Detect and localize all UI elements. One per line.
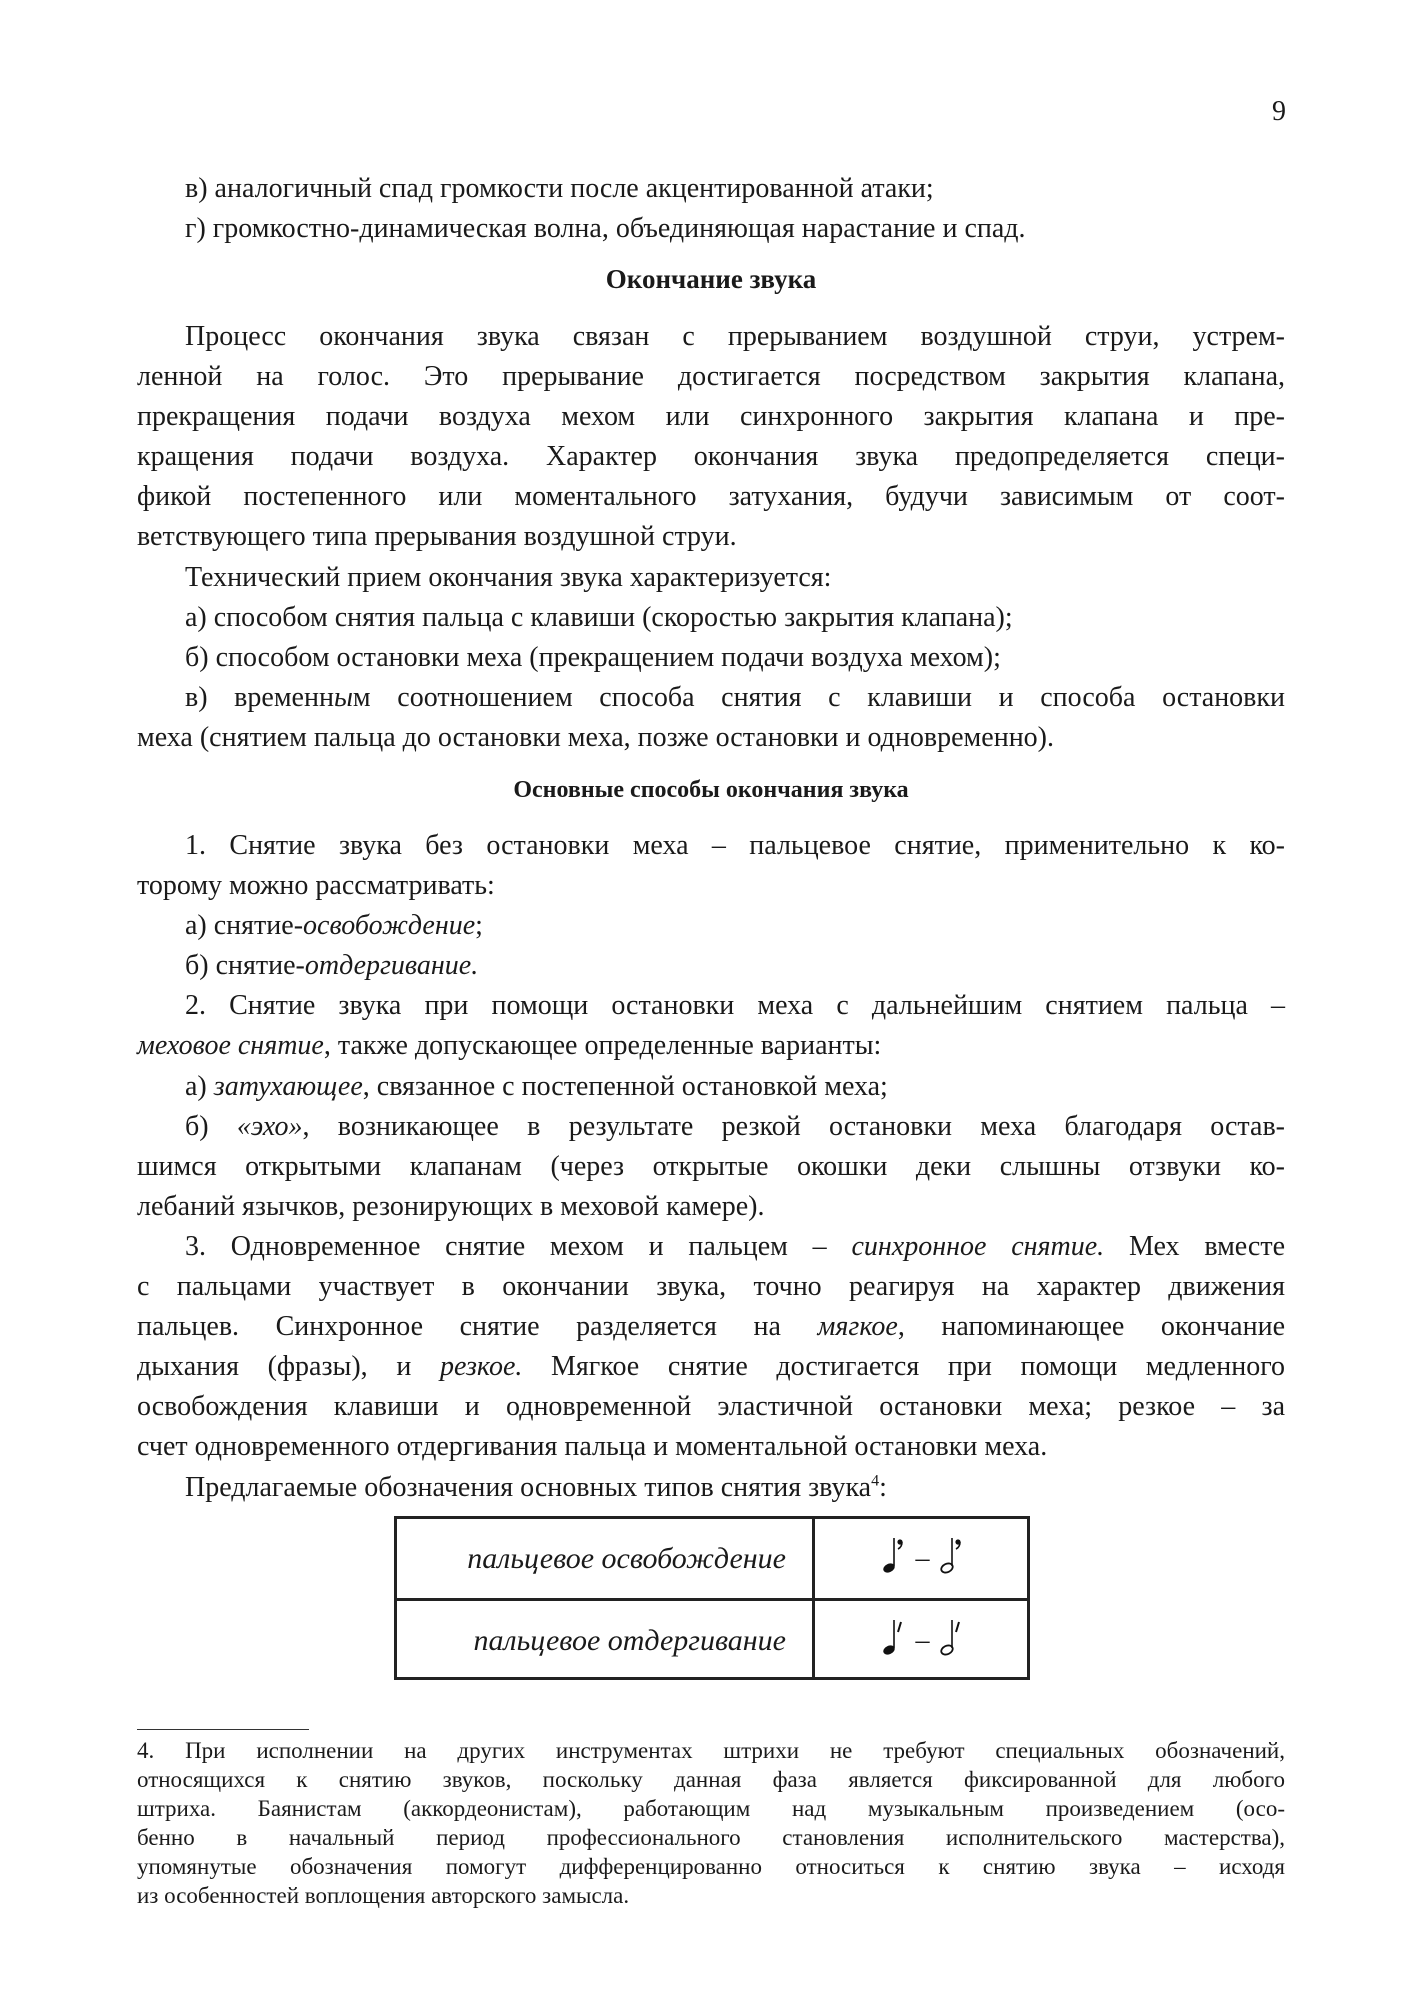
text-run: 4. При исполнении на других инструментах штрихи не требуют специальных обозначений, [137,1738,1285,1763]
text-line [137,1187,1285,1227]
text-run: ; [475,910,483,942]
text-run: ленной на голос. Это прерывание достигается посредством закрытия клапана, [137,361,1285,393]
text-run: прекращения подачи воздуха мехом или синхронного закрытия клапана и пре- [137,401,1285,433]
italic-term: отдергивание. [304,950,479,982]
text-run: 2. Снятие звука при помощи остановки меха с дальнейшим снятием пальца – [185,990,1285,1022]
section-heading: Окончание звука [605,264,817,294]
dash: – [915,1542,930,1574]
italic-term: «эхо» [236,1110,303,1142]
text-line [137,169,1285,209]
text-line [137,558,1285,598]
page-number: 9 [1272,96,1286,127]
text-line [137,1067,1285,1107]
paragraph-sound-ending [137,317,1285,758]
quarter-note-tick-icon [882,1616,906,1666]
text-run: меха (снятием пальца до остановки меха, позже остановки и одновременно). [137,721,1054,753]
italic-term: резкое. [439,1351,523,1383]
footnote-divider [137,1729,309,1730]
italic-term: освобождение [303,910,476,942]
paragraph-ending-methods [137,826,1285,1508]
text-run: б) снятие- [185,950,305,982]
text-line [137,1107,1285,1147]
text-line [137,1387,1285,1427]
text-line [137,718,1285,758]
footnote [137,1736,1285,1910]
text-run: освобождения клавиши и одновременной эластичной остановки меха; резкое – за [137,1391,1285,1423]
text-run: пальцев. Синхронное снятие разделяется на [137,1311,818,1343]
text-run: в) временн [185,681,334,713]
text-run: в) аналогичный спад громкости после акцентированной атаки; [185,173,934,204]
text-run: Процесс окончания звука связан с прерыванием воздушной струи, устрем- [185,321,1285,352]
text-line [137,477,1285,517]
text-line [137,1026,1285,1066]
text-run: г) громкостно-динамическая волна, объединяющая нарастание и спад. [185,213,1026,245]
text-run: торому можно рассматривать: [137,870,495,902]
text-run: м соотношением способа снятия с клавиши и способа остановки [352,681,1285,713]
text-line [137,1347,1285,1387]
half-note-comma-icon [940,1534,964,1584]
text-line [137,986,1285,1026]
text-line [137,1468,1285,1508]
italic-term: меховое снятие [137,1030,324,1062]
italic-term: ы [333,681,353,713]
italic-term: синхронное снятие. [851,1230,1105,1262]
text-run: ветствующего типа прерывания воздушной струи. [137,521,737,553]
text-run: кращения подачи воздуха. Характер окончания звука предопределяется специ- [137,441,1285,473]
footnote-ref: 4 [871,1472,880,1490]
text-run: , также допускающее определенные варианты: [323,1030,882,1062]
text-run: бенно в начальный период профессионального становления исполнительского мастерства), [137,1825,1285,1850]
text-run: , возникающее в результате резкой остановки меха благодаря остав- [302,1110,1285,1142]
text-run: штриха. Баянистам (аккордеонистам), работающим над музыкальным произведением (осо- [137,1796,1285,1821]
text-run: а) [185,1070,214,1102]
text-run: 3. Одновременное снятие мехом и пальцем – [185,1230,852,1262]
text-line [137,1823,1285,1852]
text-run: а) снятие- [185,910,304,942]
text-run: Мех вместе [1104,1230,1286,1262]
text-run: лебаний язычков, резонирующих в меховой камере). [137,1190,765,1222]
text-run: б) [185,1110,237,1142]
table-cell-label: пальцевое освобождение [397,1519,815,1598]
text-run: , связанное с постепенной остановкой меха; [362,1070,888,1102]
text-run: относящихся к снятию звуков, поскольку данная фаза является фиксированной для любого [137,1767,1285,1792]
text-line [137,826,1285,866]
text-line [137,397,1285,437]
text-line [137,1267,1285,1307]
table-row [397,1598,1027,1680]
text-line [137,1852,1285,1881]
dash: – [915,1624,930,1656]
text-line [137,1881,1285,1910]
list-continuation [137,169,1285,249]
text-run: б) способом остановки меха (прекращением подачи воздуха мехом); [185,641,1001,673]
text-line [137,906,1285,946]
text-line [137,1227,1285,1267]
text-line [137,1736,1285,1765]
table-cell-notation [818,1601,1027,1680]
text-run: упомянутые обозначения помогут дифференцированно относиться к снятию звука – исходя [137,1854,1285,1879]
text-line [137,1765,1285,1794]
text-line [137,1307,1285,1347]
half-note-tick-icon [940,1616,964,1666]
text-line [137,209,1285,249]
text-run: 1. Снятие звука без остановки меха – пальцевое снятие, применительно к ко- [185,830,1285,861]
text-line [137,317,1285,357]
text-run: дыхания (фразы), и [137,1351,440,1383]
table-row [397,1519,1027,1598]
italic-term: мягкое [817,1311,898,1343]
text-run: а) способом снятия пальца с клавиши (скоростью закрытия клапана); [185,601,1013,633]
text-line [137,357,1285,397]
text-run: счет одновременного отдергивания пальца и моментальной остановки меха. [137,1431,1048,1463]
text-line [137,517,1285,557]
text-run: Технический прием окончания звука характеризуется: [185,561,832,593]
text-run: с пальцами участвует в окончании звука, точно реагируя на характер движения [137,1271,1285,1303]
text-run: фикой постепенного или моментального затухания, будучи зависимым от соот- [137,481,1285,513]
text-line [137,946,1285,986]
quarter-note-comma-icon [882,1534,906,1584]
subsection-heading: Основные способы окончания звука [513,777,909,803]
text-line [137,866,1285,906]
table-cell-label: пальцевое отдергивание [397,1601,815,1680]
notation-table [394,1516,1030,1680]
text-line [137,598,1285,638]
text-line [137,678,1285,718]
text-line [137,1147,1285,1187]
text-line [137,1794,1285,1823]
text-run: шимся открытыми клапанам (через открытые окошки деки слышны отзвуки ко- [137,1150,1285,1182]
text-run: из особенностей воплощения авторского замысла. [137,1883,630,1908]
text-line [137,1427,1285,1467]
text-run: , напоминающее окончание [897,1311,1286,1343]
text-run: Мягкое снятие достигается при помощи медленного [522,1351,1285,1383]
text-run: Предлагаемые обозначения основных типов снятия звука [185,1471,872,1503]
text-run: : [879,1471,887,1503]
text-line [137,638,1285,678]
table-cell-notation [818,1519,1027,1598]
italic-term: затухающее [213,1070,363,1102]
text-line [137,437,1285,477]
